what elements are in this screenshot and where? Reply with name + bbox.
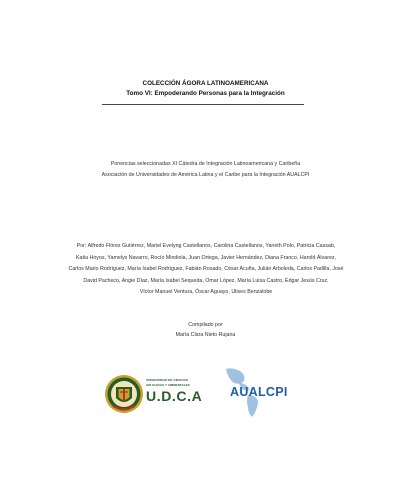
title-divider — [102, 104, 304, 105]
authors-line: Víctor Manuel Ventura, Óscar Aguayo, Ulises Benzalobe — [139, 289, 273, 296]
aualcpi-logo — [218, 365, 318, 419]
authors-line: Carlos Mario Rodríguez, María Isabel Rodríguez, Fabián Rosado, César Acuña, Julián Arboleda, Carlos Padilla, José — [68, 266, 344, 273]
udca-wordmark: U.D.C.A — [146, 388, 203, 404]
udca-tagline-1: UNIVERSIDAD DE CIENCIAS — [146, 378, 189, 382]
presentation-line-2: Asociación de Universidades de América Latina y el Caribe para la Integración AUALCPI — [101, 172, 310, 178]
authors-line: Katia Hoyos, Yamelys Navarro, Rocío Mindiola, Juan Ortega, Javier Hernández, Diana Franco, Harold Álvarez, — [75, 254, 337, 261]
authors-line: Por: Alfredo Flórez Gutiérrez, Mariel Evelyng Castellanos, Carolina Castellanos, Yaneth Polo, Patricia Cassab, — [76, 243, 336, 249]
authors-block — [52, 241, 360, 299]
compiler-name: María Clara Nieto Rujana — [175, 332, 236, 338]
udca-tagline-2: APLICADAS Y AMBIENTALES — [146, 382, 190, 387]
presentation-line-1: Ponencias seleccionadas XI Cátedra de Integración Latinoamericana y Caribeña — [110, 161, 301, 167]
udca-seal-icon — [104, 373, 144, 415]
volume-title: Tomo VI: Empoderando Personas para la Integración — [126, 90, 285, 97]
authors-line: David Pacheco, Angie Díaz, María Isabel Sequeda, Omar López, María Luisa Castro, Édgar Jesús Cruz, — [83, 277, 329, 284]
udca-logo — [104, 373, 214, 415]
aualcpi-wordmark: AUALCPI — [230, 385, 288, 399]
compiler-label: Compilado por — [188, 322, 223, 328]
collection-title: COLECCIÓN ÁGORA LATINOAMERICANA — [142, 80, 269, 87]
